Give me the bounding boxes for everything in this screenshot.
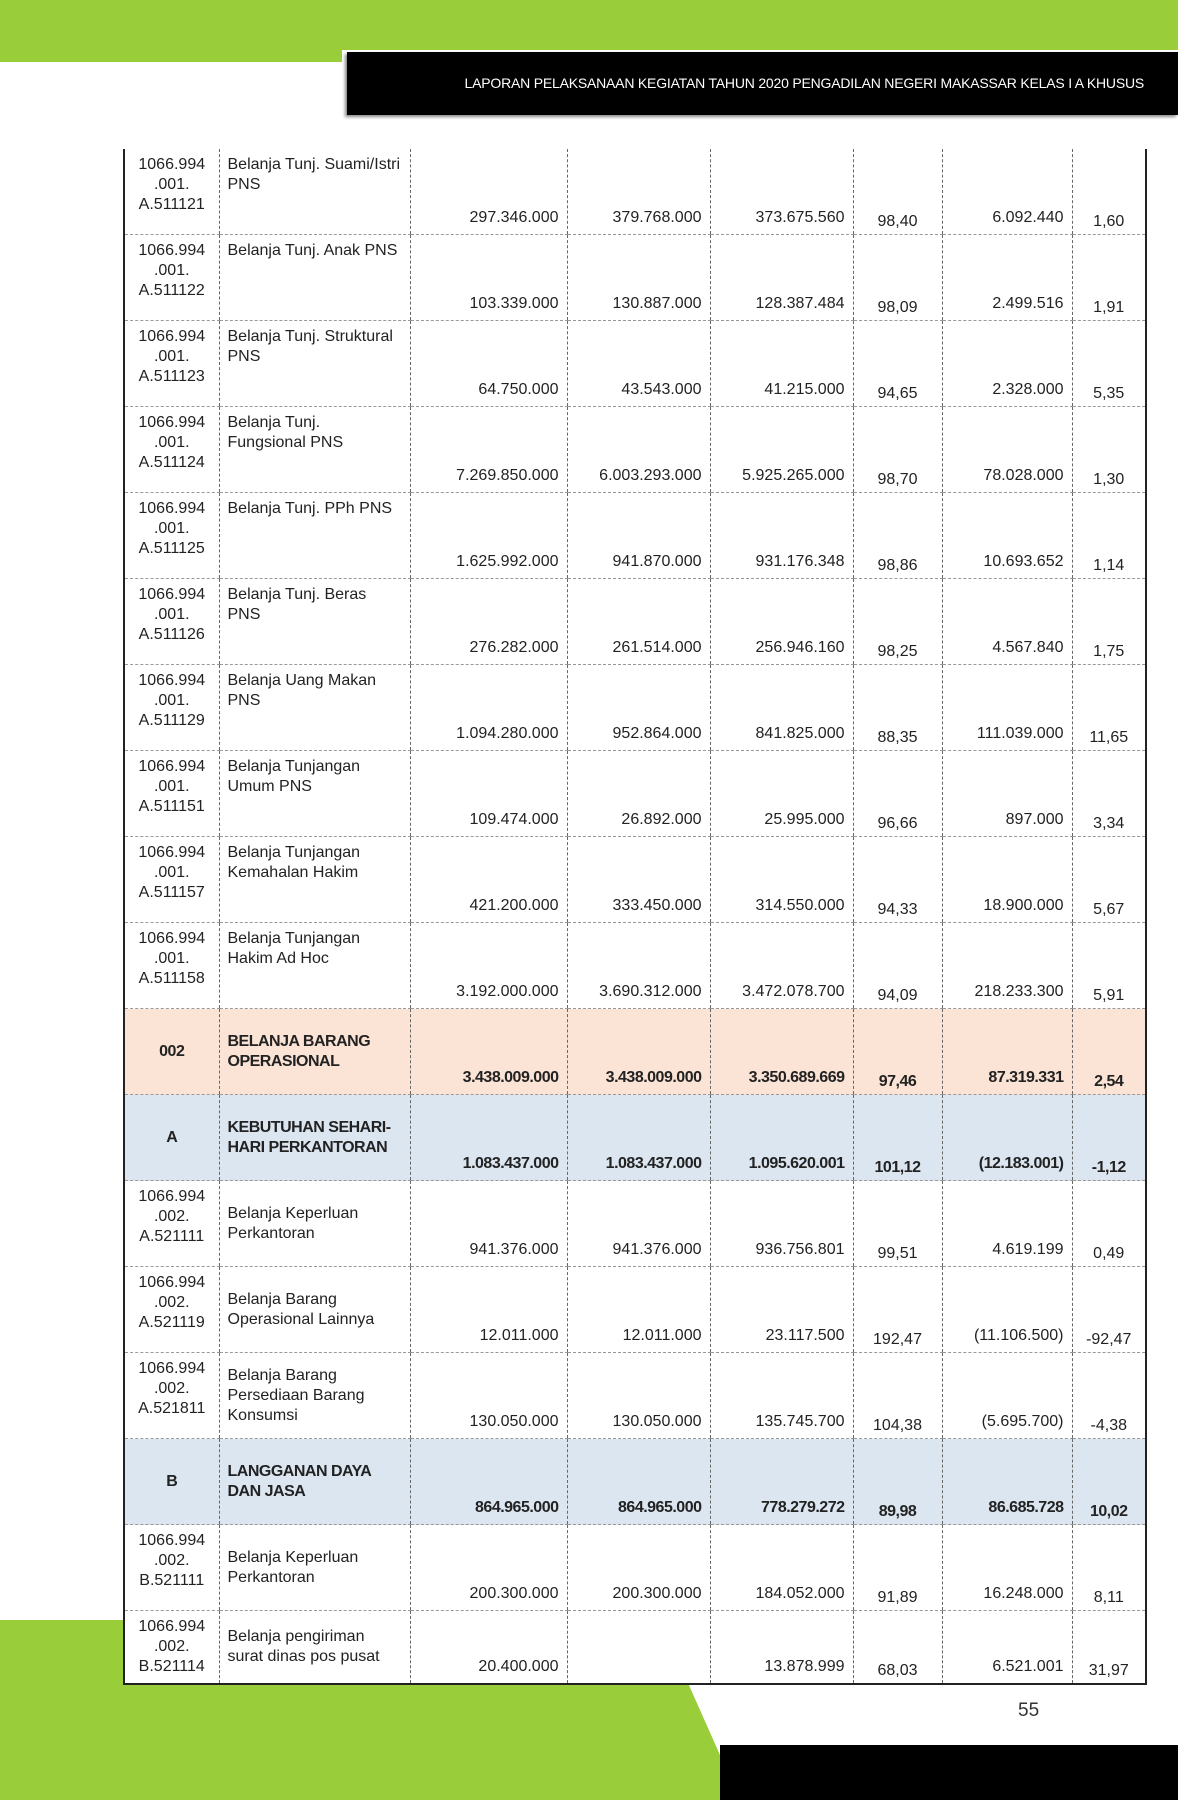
remaining-percent-cell: 3,34: [1072, 751, 1146, 837]
table-row: [124, 665, 1146, 751]
remaining-percent-cell: 1,14: [1072, 493, 1146, 579]
realization-percent-cell: 94,09: [853, 923, 942, 1009]
realization-cell: 373.675.560: [710, 149, 853, 235]
realization-percent-cell: 192,47: [853, 1267, 942, 1353]
remaining-percent-cell: 5,67: [1072, 837, 1146, 923]
description-cell: Belanja Keperluan Perkantoran: [219, 1525, 410, 1611]
budget-revised-cell: 1.083.437.000: [567, 1095, 710, 1181]
budget-revised-cell: 941.870.000: [567, 493, 710, 579]
remaining-percent-cell: 5,91: [1072, 923, 1146, 1009]
decorative-green-tab: [0, 0, 342, 62]
realization-cell: 184.052.000: [710, 1525, 853, 1611]
remaining-amount-cell: (5.695.700): [942, 1353, 1072, 1439]
remaining-percent-cell: -4,38: [1072, 1353, 1146, 1439]
budget-revised-cell: 130.887.000: [567, 235, 710, 321]
remaining-amount-cell: 6.521.001: [942, 1611, 1072, 1685]
budget-revised-cell: 379.768.000: [567, 149, 710, 235]
budget-initial-cell: 3.438.009.000: [410, 1009, 567, 1095]
realization-percent-cell: 98,86: [853, 493, 942, 579]
budget-initial-cell: 12.011.000: [410, 1267, 567, 1353]
table-row: [124, 1439, 1146, 1525]
account-code-cell: 1066.994 .002. A.521811: [124, 1353, 219, 1439]
remaining-percent-cell: 5,35: [1072, 321, 1146, 407]
table-row: [124, 1267, 1146, 1353]
realization-percent-cell: 89,98: [853, 1439, 942, 1525]
budget-initial-cell: 3.192.000.000: [410, 923, 567, 1009]
description-cell: Belanja Tunjangan Kemahalan Hakim: [219, 837, 410, 923]
remaining-percent-cell: -92,47: [1072, 1267, 1146, 1353]
budget-initial-cell: 7.269.850.000: [410, 407, 567, 493]
description-cell: Belanja Tunj. Suami/Istri PNS: [219, 149, 410, 235]
remaining-amount-cell: 10.693.652: [942, 493, 1072, 579]
header-bar: [347, 52, 1178, 115]
budget-initial-cell: 64.750.000: [410, 321, 567, 407]
realization-cell: 135.745.700: [710, 1353, 853, 1439]
remaining-amount-cell: (11.106.500): [942, 1267, 1072, 1353]
account-code-cell: 1066.994 .001. A.511125: [124, 493, 219, 579]
realization-cell: 778.279.272: [710, 1439, 853, 1525]
remaining-amount-cell: 87.319.331: [942, 1009, 1072, 1095]
description-cell: Belanja Barang Persediaan Barang Konsumsi: [219, 1353, 410, 1439]
budget-revised-cell: 12.011.000: [567, 1267, 710, 1353]
remaining-amount-cell: 897.000: [942, 751, 1072, 837]
remaining-percent-cell: 10,02: [1072, 1439, 1146, 1525]
account-code-cell: 1066.994 .002. A.521119: [124, 1267, 219, 1353]
realization-cell: 1.095.620.001: [710, 1095, 853, 1181]
budget-table: [123, 149, 1147, 1685]
table-row: [124, 1353, 1146, 1439]
realization-percent-cell: 101,12: [853, 1095, 942, 1181]
realization-cell: 3.350.689.669: [710, 1009, 853, 1095]
account-code-cell: 1066.994 .001. A.511158: [124, 923, 219, 1009]
remaining-amount-cell: 111.039.000: [942, 665, 1072, 751]
description-cell: Belanja Tunj. Beras PNS: [219, 579, 410, 665]
table-row: [124, 1525, 1146, 1611]
realization-percent-cell: 88,35: [853, 665, 942, 751]
realization-cell: 23.117.500: [710, 1267, 853, 1353]
account-code-cell: 1066.994 .002. A.521111: [124, 1181, 219, 1267]
table-row: [124, 321, 1146, 407]
budget-initial-cell: 109.474.000: [410, 751, 567, 837]
remaining-amount-cell: 2.499.516: [942, 235, 1072, 321]
description-cell: Belanja Tunjangan Umum PNS: [219, 751, 410, 837]
budget-revised-cell: 952.864.000: [567, 665, 710, 751]
remaining-amount-cell: 6.092.440: [942, 149, 1072, 235]
table-row: [124, 407, 1146, 493]
description-cell: KEBUTUHAN SEHARI-HARI PERKANTORAN: [219, 1095, 410, 1181]
budget-initial-cell: 103.339.000: [410, 235, 567, 321]
account-code-cell: 1066.994 .001. A.511121: [124, 149, 219, 235]
realization-percent-cell: 91,89: [853, 1525, 942, 1611]
realization-cell: 3.472.078.700: [710, 923, 853, 1009]
budget-initial-cell: 1.625.992.000: [410, 493, 567, 579]
remaining-amount-cell: 16.248.000: [942, 1525, 1072, 1611]
description-cell: Belanja Uang Makan PNS: [219, 665, 410, 751]
description-cell: Belanja Tunj. PPh PNS: [219, 493, 410, 579]
budget-revised-cell: 941.376.000: [567, 1181, 710, 1267]
table-row: [124, 1181, 1146, 1267]
remaining-amount-cell: 86.685.728: [942, 1439, 1072, 1525]
table-row: [124, 1009, 1146, 1095]
budget-revised-cell: 3.438.009.000: [567, 1009, 710, 1095]
realization-cell: 5.925.265.000: [710, 407, 853, 493]
budget-initial-cell: 941.376.000: [410, 1181, 567, 1267]
remaining-percent-cell: 1,91: [1072, 235, 1146, 321]
description-cell: Belanja Tunj. Anak PNS: [219, 235, 410, 321]
budget-initial-cell: 297.346.000: [410, 149, 567, 235]
remaining-percent-cell: 1,30: [1072, 407, 1146, 493]
realization-cell: 936.756.801: [710, 1181, 853, 1267]
remaining-amount-cell: 2.328.000: [942, 321, 1072, 407]
account-code-cell: 1066.994 .001. A.511123: [124, 321, 219, 407]
realization-cell: 25.995.000: [710, 751, 853, 837]
table-row: [124, 579, 1146, 665]
budget-initial-cell: 421.200.000: [410, 837, 567, 923]
description-cell: Belanja Barang Operasional Lainnya: [219, 1267, 410, 1353]
remaining-percent-cell: 11,65: [1072, 665, 1146, 751]
description-cell: Belanja Keperluan Perkantoran: [219, 1181, 410, 1267]
table-row: [124, 923, 1146, 1009]
remaining-percent-cell: 31,97: [1072, 1611, 1146, 1685]
remaining-amount-cell: 4.619.199: [942, 1181, 1072, 1267]
realization-percent-cell: 104,38: [853, 1353, 942, 1439]
realization-cell: 314.550.000: [710, 837, 853, 923]
budget-initial-cell: 864.965.000: [410, 1439, 567, 1525]
remaining-amount-cell: 18.900.000: [942, 837, 1072, 923]
remaining-percent-cell: -1,12: [1072, 1095, 1146, 1181]
table-row: [124, 149, 1146, 235]
account-code-cell: 1066.994 .001. A.511122: [124, 235, 219, 321]
budget-revised-cell: 864.965.000: [567, 1439, 710, 1525]
budget-revised-cell: [567, 1611, 710, 1685]
realization-percent-cell: 94,33: [853, 837, 942, 923]
realization-cell: 841.825.000: [710, 665, 853, 751]
budget-initial-cell: 1.083.437.000: [410, 1095, 567, 1181]
realization-percent-cell: 97,46: [853, 1009, 942, 1095]
remaining-amount-cell: 218.233.300: [942, 923, 1072, 1009]
table-row: [124, 1611, 1146, 1685]
remaining-amount-cell: (12.183.001): [942, 1095, 1072, 1181]
realization-cell: 128.387.484: [710, 235, 853, 321]
remaining-percent-cell: 1,60: [1072, 149, 1146, 235]
budget-revised-cell: 333.450.000: [567, 837, 710, 923]
description-cell: Belanja Tunjangan Hakim Ad Hoc: [219, 923, 410, 1009]
remaining-percent-cell: 0,49: [1072, 1181, 1146, 1267]
remaining-percent-cell: 8,11: [1072, 1525, 1146, 1611]
remaining-percent-cell: 2,54: [1072, 1009, 1146, 1095]
table-row: [124, 837, 1146, 923]
account-code-cell: A: [124, 1095, 219, 1181]
realization-percent-cell: 98,09: [853, 235, 942, 321]
table-row: [124, 235, 1146, 321]
table-row: [124, 493, 1146, 579]
budget-revised-cell: 43.543.000: [567, 321, 710, 407]
realization-percent-cell: 98,25: [853, 579, 942, 665]
decorative-black-footer: [720, 1745, 1178, 1800]
page-number: 55: [1018, 1700, 1040, 1721]
account-code-cell: 1066.994 .001. A.511129: [124, 665, 219, 751]
table-row: [124, 1095, 1146, 1181]
account-code-cell: 1066.994 .002. B.521111: [124, 1525, 219, 1611]
report-title: LAPORAN PELAKSANAAN KEGIATAN TAHUN 2020 PENGADILAN NEGERI MAKASSAR KELAS I A KHUSUS: [464, 75, 1144, 91]
realization-percent-cell: 99,51: [853, 1181, 942, 1267]
account-code-cell: 1066.994 .001. A.511151: [124, 751, 219, 837]
description-cell: Belanja pengiriman surat dinas pos pusat: [219, 1611, 410, 1685]
budget-revised-cell: 130.050.000: [567, 1353, 710, 1439]
budget-revised-cell: 200.300.000: [567, 1525, 710, 1611]
realization-cell: 256.946.160: [710, 579, 853, 665]
realization-cell: 931.176.348: [710, 493, 853, 579]
remaining-amount-cell: 78.028.000: [942, 407, 1072, 493]
remaining-percent-cell: 1,75: [1072, 579, 1146, 665]
budget-initial-cell: 130.050.000: [410, 1353, 567, 1439]
budget-revised-cell: 6.003.293.000: [567, 407, 710, 493]
description-cell: Belanja Tunj. Fungsional PNS: [219, 407, 410, 493]
budget-revised-cell: 26.892.000: [567, 751, 710, 837]
realization-cell: 13.878.999: [710, 1611, 853, 1685]
table-row: [124, 751, 1146, 837]
description-cell: Belanja Tunj. Struktural PNS: [219, 321, 410, 407]
realization-percent-cell: 94,65: [853, 321, 942, 407]
account-code-cell: B: [124, 1439, 219, 1525]
account-code-cell: 002: [124, 1009, 219, 1095]
realization-percent-cell: 98,70: [853, 407, 942, 493]
description-cell: LANGGANAN DAYA DAN JASA: [219, 1439, 410, 1525]
description-cell: BELANJA BARANG OPERASIONAL: [219, 1009, 410, 1095]
account-code-cell: 1066.994 .001. A.511157: [124, 837, 219, 923]
budget-initial-cell: 1.094.280.000: [410, 665, 567, 751]
remaining-amount-cell: 4.567.840: [942, 579, 1072, 665]
budget-revised-cell: 261.514.000: [567, 579, 710, 665]
realization-percent-cell: 96,66: [853, 751, 942, 837]
budget-initial-cell: 20.400.000: [410, 1611, 567, 1685]
realization-percent-cell: 68,03: [853, 1611, 942, 1685]
account-code-cell: 1066.994 .001. A.511126: [124, 579, 219, 665]
realization-percent-cell: 98,40: [853, 149, 942, 235]
account-code-cell: 1066.994 .001. A.511124: [124, 407, 219, 493]
budget-initial-cell: 276.282.000: [410, 579, 567, 665]
realization-cell: 41.215.000: [710, 321, 853, 407]
budget-revised-cell: 3.690.312.000: [567, 923, 710, 1009]
budget-initial-cell: 200.300.000: [410, 1525, 567, 1611]
account-code-cell: 1066.994 .002. B.521114: [124, 1611, 219, 1685]
